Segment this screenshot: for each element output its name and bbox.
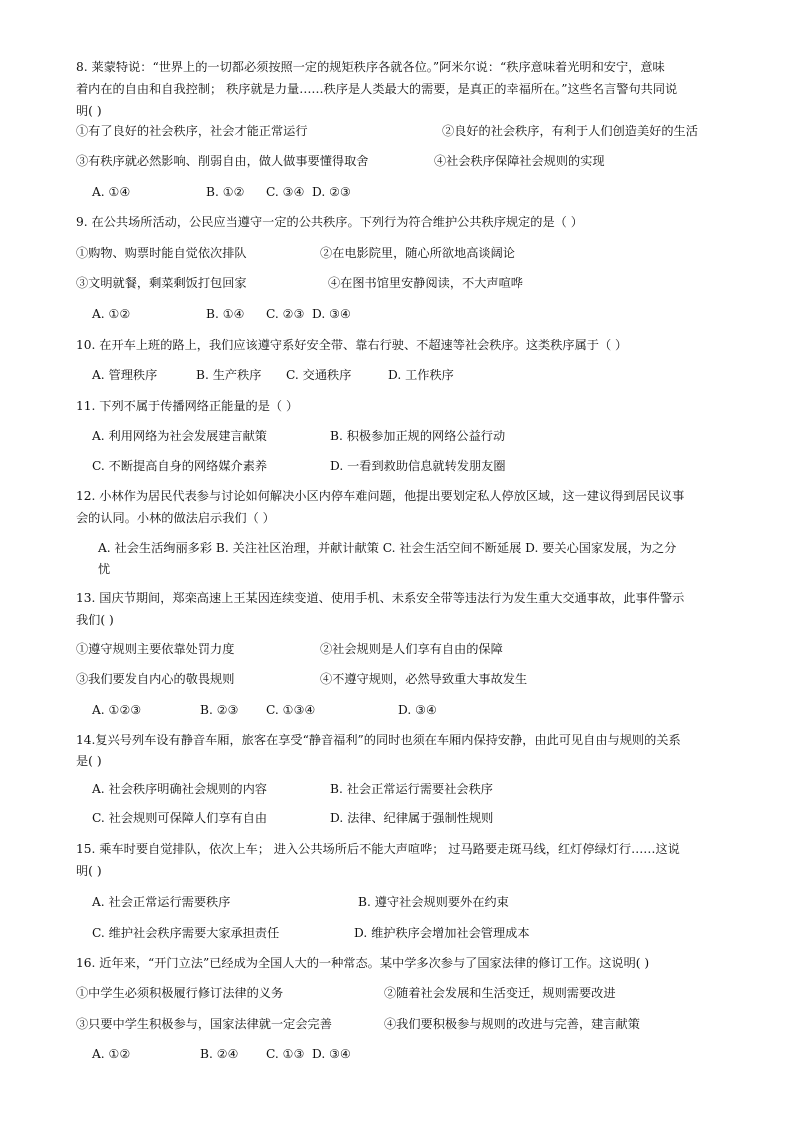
q11-option-d: D. 一看到救助信息就转发朋友圈: [330, 459, 506, 473]
q10-option-c: C. 交通秩序: [286, 368, 352, 382]
q15-stem-line-2: 明( ): [76, 864, 102, 878]
q8-option-a: A. ①④: [92, 185, 131, 199]
q9-item-2: ②在电影院里，随心所欲地高谈阔论: [320, 246, 515, 260]
q13-item-2: ②社会规则是人们享有自由的保障: [320, 642, 503, 656]
q15-option-b: B. 遵守社会规则要外在约束: [358, 895, 509, 909]
q9-item-3: ③文明就餐，剩菜剩饭打包回家: [76, 276, 247, 290]
q14-option-d: D. 法律、纪律属于强制性规则: [330, 811, 494, 825]
q8-item-3: ③有秩序就必然影响、削弱自由，做人做事要懂得取舍: [76, 154, 369, 168]
q9-option-c: C. ②③: [266, 307, 305, 321]
q14-stem-line-2: 是( ): [76, 754, 102, 768]
q12-options-line-2: 忧: [98, 562, 111, 576]
q10-option-d: D. 工作秩序: [388, 368, 454, 382]
q11-option-a: A. 利用网络为社会发展建言献策: [92, 429, 267, 443]
q16-item-3: ③只要中学生积极参与，国家法律就一定会完善: [76, 1017, 332, 1031]
q16-stem-line-1: 16. 近年来，“开门立法”已经成为全国人大的一种常态。某中学多次参与了国家法律的修订工作。这说明( ): [76, 956, 650, 970]
q13-item-1: ①遵守规则主要依靠处罚力度: [76, 642, 235, 656]
q8-stem-line-2: 着内在的自由和自我控制； 秩序就是力量……秩序是人类最大的需要，是真正的幸福所在。”这些名言警句共同说: [76, 82, 678, 96]
q16-option-c: C. ①③: [266, 1047, 305, 1061]
q9-item-4: ④在图书馆里安静阅读，不大声喧哗: [328, 276, 523, 290]
q15-option-a: A. 社会正常运行需要秩序: [92, 895, 231, 909]
q14-option-b: B. 社会正常运行需要社会秩序: [330, 782, 493, 796]
q11-option-b: B. 积极参加正规的网络公益行动: [330, 429, 506, 443]
q9-option-b: B. ①④: [206, 307, 245, 321]
q15-stem-line-1: 15. 乘车时要自觉排队，依次上车； 进入公共场所后不能大声喧哗； 过马路要走斑马线，红灯停绿灯行……这说: [76, 842, 680, 856]
q16-item-1: ①中学生必须积极履行修订法律的义务: [76, 986, 284, 1000]
q16-item-4: ④我们要积极参与规则的改进与完善，建言献策: [384, 1017, 640, 1031]
q9-option-d: D. ③④: [312, 307, 351, 321]
q8-item-2: ②良好的社会秩序，有利于人们创造美好的生活: [442, 124, 698, 138]
q8-item-1: ①有了良好的社会秩序，社会才能正常运行: [76, 124, 308, 138]
q13-option-c: C. ①③④: [266, 703, 316, 717]
q8-item-4: ④社会秩序保障社会规则的实现: [434, 154, 605, 168]
q10-option-b: B. 生产秩序: [196, 368, 262, 382]
q8-stem-line-1: 8. 莱蒙特说：“世界上的一切都必须按照一定的规矩秩序各就各位。”阿米尔说：“秩序意味着光明和安宁，意味: [76, 60, 665, 74]
q14-option-a: A. 社会秩序明确社会规则的内容: [92, 782, 267, 796]
q16-item-2: ②随着社会发展和生活变迁，规则需要改进: [384, 986, 616, 1000]
q13-stem-line-2: 我们( ): [76, 613, 114, 627]
q12-stem-line-1: 12. 小林作为居民代表参与讨论如何解决小区内停车难问题，他提出要划定私人停放区域，这一建议得到居民议事: [76, 489, 685, 503]
q10-option-a: A. 管理秩序: [92, 368, 158, 382]
q9-option-a: A. ①②: [92, 307, 131, 321]
q13-item-3: ③我们要发自内心的敬畏规则: [76, 672, 235, 686]
q11-stem-line-1: 11. 下列不属于传播网络正能量的是（ ）: [76, 399, 299, 413]
q13-option-d: D. ③④: [398, 703, 437, 717]
q14-option-c: C. 社会规则可保障人们享有自由: [92, 811, 268, 825]
q14-stem-line-1: 14.复兴号列车设有静音车厢，旅客在享受“静音福利”的同时也须在车厢内保持安静，由此可见自由与规则的关系: [76, 733, 681, 747]
q16-option-a: A. ①②: [92, 1047, 131, 1061]
q15-option-d: D. 维护秩序会增加社会管理成本: [354, 926, 530, 940]
q9-item-1: ①购物、购票时能自觉依次排队: [76, 246, 247, 260]
q8-option-c: C. ③④: [266, 185, 305, 199]
q12-options-line-1: A. 社会生活绚丽多彩 B. 关注社区治理，并献计献策 C. 社会生活空间不断延展 D. 要关心国家发展，为之分: [98, 541, 677, 555]
q15-option-c: C. 维护社会秩序需要大家承担责任: [92, 926, 280, 940]
q10-stem-line-1: 10. 在开车上班的路上，我们应该遵守系好安全带、靠右行驶、不超速等社会秩序。这类秩序属于（ ）: [76, 338, 628, 352]
q9-stem-line-1: 9. 在公共场所活动，公民应当遵守一定的公共秩序。下列行为符合维护公共秩序规定的是（ ）: [76, 215, 583, 229]
q13-stem-line-1: 13. 国庆节期间，郑栾高速上王某因连续变道、使用手机、未系安全带等违法行为发生重大交通事故，此事件警示: [76, 591, 685, 605]
q16-option-b: B. ②④: [200, 1047, 239, 1061]
q11-option-c: C. 不断提高自身的网络媒介素养: [92, 459, 268, 473]
q16-option-d: D. ③④: [312, 1047, 351, 1061]
q8-option-b: B. ①②: [206, 185, 245, 199]
q8-option-d: D. ②③: [312, 185, 351, 199]
q13-option-a: A. ①②③: [92, 703, 142, 717]
q12-stem-line-2: 会的认同。小林的做法启示我们（ ）: [76, 511, 275, 525]
q13-item-4: ④不遵守规则，必然导致重大事故发生: [320, 672, 528, 686]
q8-stem-line-3: 明( ): [76, 104, 102, 118]
q13-option-b: B. ②③: [200, 703, 239, 717]
